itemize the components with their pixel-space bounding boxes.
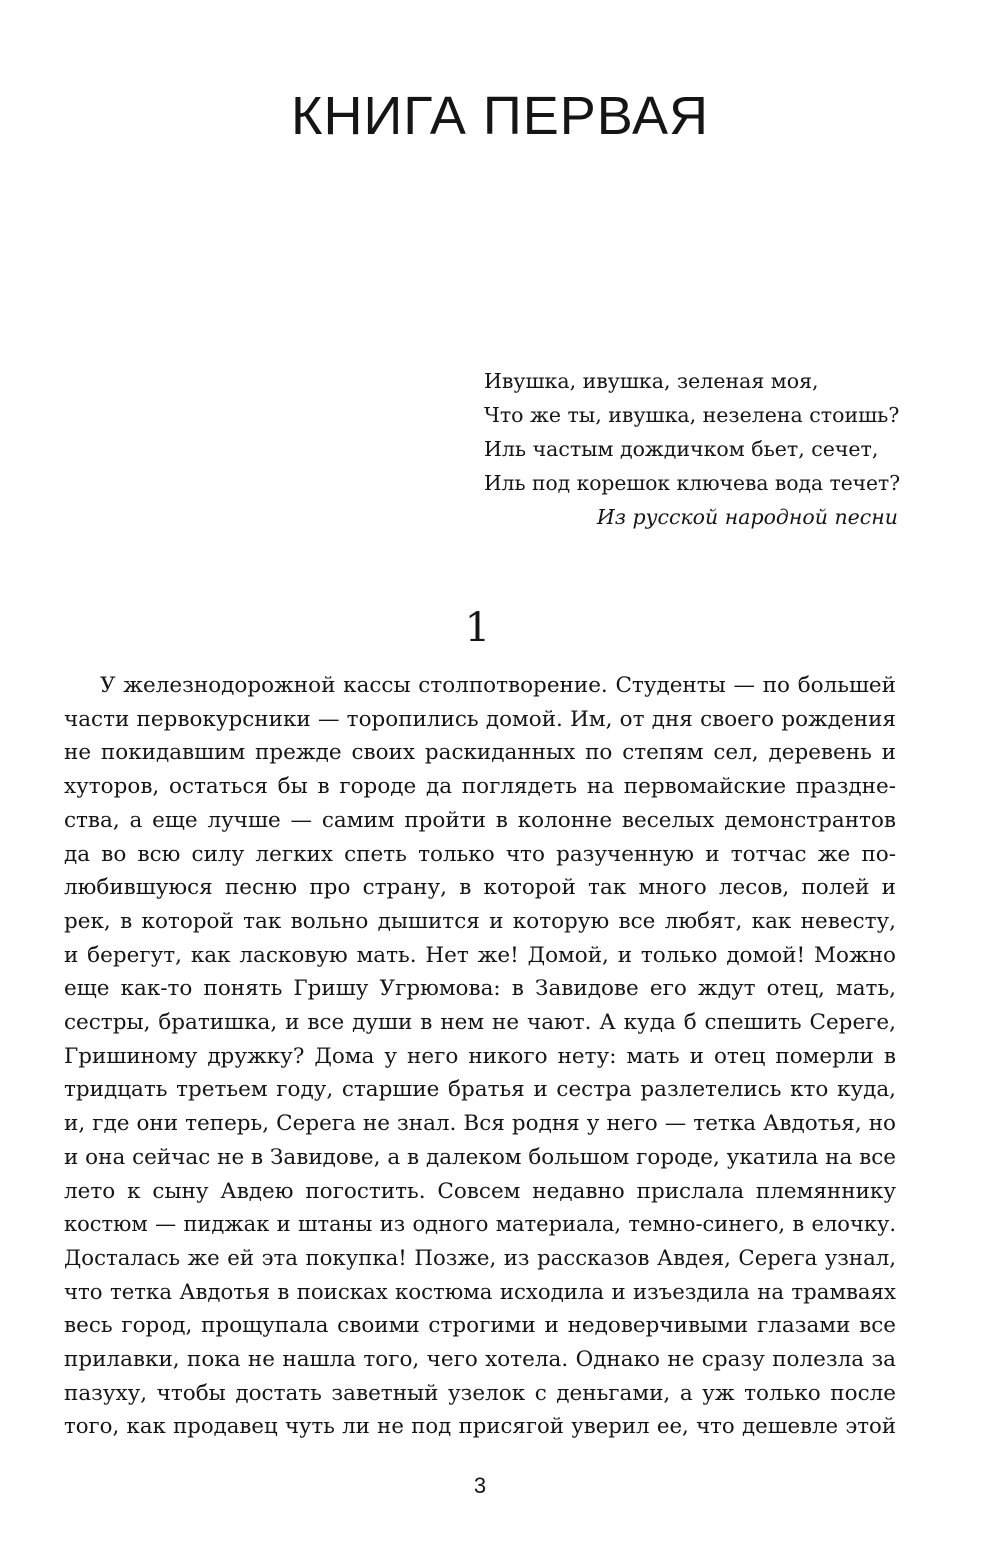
text-line: ства, а еще лучше — самим пройти в колонне веселых демонстрантов: [64, 807, 896, 833]
chapter-text: [64, 669, 896, 1444]
text-line: и, где они теперь, Серега не знал. Вся родня у него — тетка Авдотья, но: [64, 1111, 896, 1137]
epigraph-line: Ивушка, ивушка, зеленая моя,: [484, 369, 819, 393]
epigraph-line: Что же ты, ивушка, незелена стоишь?: [484, 403, 900, 427]
text-line: и берегут, как ласковую мать. Нет же! Домой, и только домой! Можно: [64, 942, 896, 968]
text-line: еще как-то понять Гришу Угрюмова: в Завидове его ждут отец, мать,: [64, 976, 896, 1002]
text-line: не покидавшим прежде своих раскиданных по степям сел, деревень и: [64, 740, 896, 766]
text-line: да во всю силу легких спеть только что разученную и тотчас же по-: [64, 841, 896, 867]
epigraph-line: Иль частым дождичком бьет, сечет,: [484, 437, 879, 461]
epigraph-source: Из русской народной песни: [596, 505, 898, 529]
text-line: что тетка Авдотья в поисках костюма исходила и изъездила на трамваях: [64, 1279, 896, 1305]
text-line: лето к сыну Авдею погостить. Совсем недавно прислала племяннику: [64, 1178, 896, 1204]
text-line: пазуху, чтобы достать заветный узелок с деньгами, а уж только после: [64, 1380, 896, 1406]
text-line: Досталась же ей эта покупка! Позже, из рассказов Авдея, Серега узнал,: [64, 1245, 896, 1271]
text-line: Гришиному дружку? Дома у него никого нету: мать и отец померли в: [64, 1043, 896, 1069]
text-line: хуторов, остаться бы в городе да поглядеть на первомайские праздне-: [64, 774, 896, 800]
epigraph-line: Иль под корешок ключева вода течет?: [484, 471, 901, 495]
page-number: 3: [473, 1473, 487, 1498]
chapter-number: 1: [464, 605, 491, 651]
text-line: костюм — пиджак и штаны из одного материала, темно-синего, в елочку.: [64, 1212, 896, 1237]
text-line: тридцать третьем году, старшие братья и сестра разлетелись кто куда,: [64, 1077, 896, 1103]
text-line: того, как продавец чуть ли не под присягой уверил ее, что дешевле этой: [64, 1414, 896, 1440]
text-line: сестры, братишка, и все души в нем не чают. А куда б спешить Сереге,: [64, 1010, 896, 1036]
text-line: части первокурсники — торопились домой. Им, от дня своего рождения: [64, 706, 896, 732]
text-line: рек, в которой так вольно дышится и которую все любят, как невесту,: [64, 908, 896, 934]
text-line: любившуюся песню про страну, в которой так много лесов, полей и: [64, 875, 896, 901]
text-line: прилавки, пока не нашла того, чего хотела. Однако не сразу полезла за: [64, 1347, 896, 1373]
text-line: У железнодорожной кассы столпотворение. Студенты — по большей: [100, 673, 896, 698]
text-line: весь город, прощупала своими строгими и недоверчивыми глазами все: [64, 1313, 896, 1339]
book-title: КНИГА ПЕРВАЯ: [290, 86, 709, 146]
epigraph: [484, 364, 904, 534]
text-line: и она сейчас не в Завидове, а в далеком большом городе, укатила на все: [64, 1144, 896, 1170]
